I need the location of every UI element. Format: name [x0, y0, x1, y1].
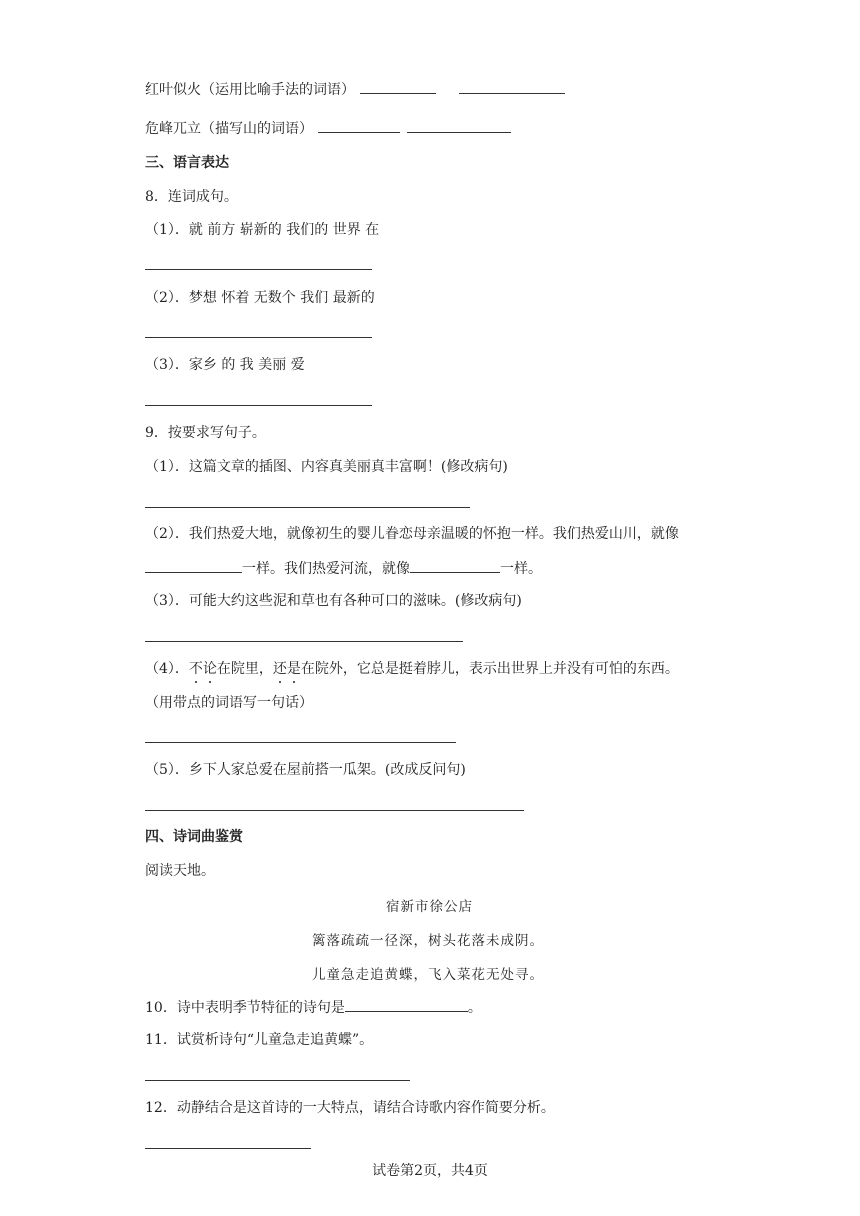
poem-title: 宿新市徐公店 — [386, 899, 473, 915]
answer-line[interactable] — [145, 269, 372, 270]
q11: 11．试赏析诗句“儿童急走追黄蝶”。 — [145, 1032, 374, 1048]
q9-title: 9．按要求写句子。 — [145, 425, 266, 441]
idiom-line-2-text: 危峰兀立（描写山的词语） — [145, 121, 313, 137]
q9-item-4-post: 在院外，它总是挺着脖儿，表示出世界上并没有可怕的东西。 — [300, 661, 679, 677]
q9-item-4-hint: （用带点的词语写一句话） — [145, 695, 313, 711]
idiom-line-2 — [145, 118, 511, 139]
answer-line[interactable] — [145, 337, 372, 338]
page-footer: 试卷第2页，共4页 — [372, 1163, 488, 1179]
answer-blank[interactable] — [345, 997, 468, 1012]
answer-line[interactable] — [145, 1080, 410, 1081]
q10-text: 10．诗中表明季节特征的诗句是 — [145, 1000, 345, 1016]
q9-item-2b-text-2: 一样。 — [500, 561, 542, 577]
answer-blank[interactable] — [360, 79, 436, 94]
q9-item-4 — [145, 659, 679, 679]
answer-line[interactable] — [145, 641, 463, 642]
answer-line[interactable] — [145, 742, 456, 743]
section-heading-3: 三、语言表达 — [145, 155, 229, 171]
answer-line[interactable] — [145, 1148, 311, 1149]
dotted-char: 不 — [188, 661, 203, 677]
q10-end: 。 — [467, 1000, 482, 1016]
answer-blank[interactable] — [459, 79, 565, 94]
q12: 12．动静结合是这首诗的一大特点，请结合诗歌内容作简要分析。 — [145, 1100, 555, 1116]
q9-item-3: （3）．可能大约这些泥和草也有各种可口的滋味。(修改病句) — [145, 593, 522, 609]
q9-item-1: （1）．这篇文章的插图、内容真美丽真丰富啊！(修改病句) — [145, 459, 508, 475]
dotted-char: 还 — [272, 661, 287, 677]
section-heading-4: 四、诗词曲鉴赏 — [145, 829, 243, 845]
q9-item-4-mid: 在院里， — [216, 661, 273, 677]
answer-line[interactable] — [145, 405, 372, 406]
answer-blank[interactable] — [145, 558, 242, 573]
dotted-char: 是 — [286, 661, 301, 677]
poem-line-2: 儿童急走追黄蝶，飞入菜花无处寻。 — [312, 967, 544, 983]
q9-item-2a: （2）．我们热爱大地，就像初生的婴儿眷恋母亲温暖的怀抱一样。我们热爱山川，就像 — [145, 526, 679, 542]
q9-item-2b — [145, 558, 542, 579]
idiom-line-1-text: 红叶似火（运用比喻手法的词语） — [145, 82, 355, 98]
q8-item-1: （1）．就 前方 崭新的 我们的 世界 在 — [145, 222, 380, 238]
answer-blank[interactable] — [407, 118, 511, 133]
q9-item-2b-text-1: 一样。我们热爱河流，就像 — [242, 561, 410, 577]
q8-item-2: （2）．梦想 怀着 无数个 我们 最新的 — [145, 290, 375, 306]
idiom-line-1 — [145, 79, 565, 100]
answer-blank[interactable] — [410, 558, 500, 573]
q9-item-5: （5）．乡下人家总爱在屋前搭一瓜架。(改成反问句) — [145, 762, 466, 778]
q9-item-4-prefix: （4）． — [145, 661, 189, 677]
reading-intro: 阅读天地。 — [145, 863, 215, 879]
q8-item-3: （3）．家乡 的 我 美丽 爱 — [145, 357, 305, 373]
poem-line-1: 篱落疏疏一径深，树头花落未成阴。 — [312, 933, 544, 949]
answer-line[interactable] — [145, 507, 470, 508]
q8-title: 8．连词成句。 — [145, 189, 238, 205]
answer-blank[interactable] — [318, 118, 400, 133]
dotted-char: 论 — [202, 661, 217, 677]
answer-line[interactable] — [145, 810, 524, 811]
q10 — [145, 997, 482, 1018]
